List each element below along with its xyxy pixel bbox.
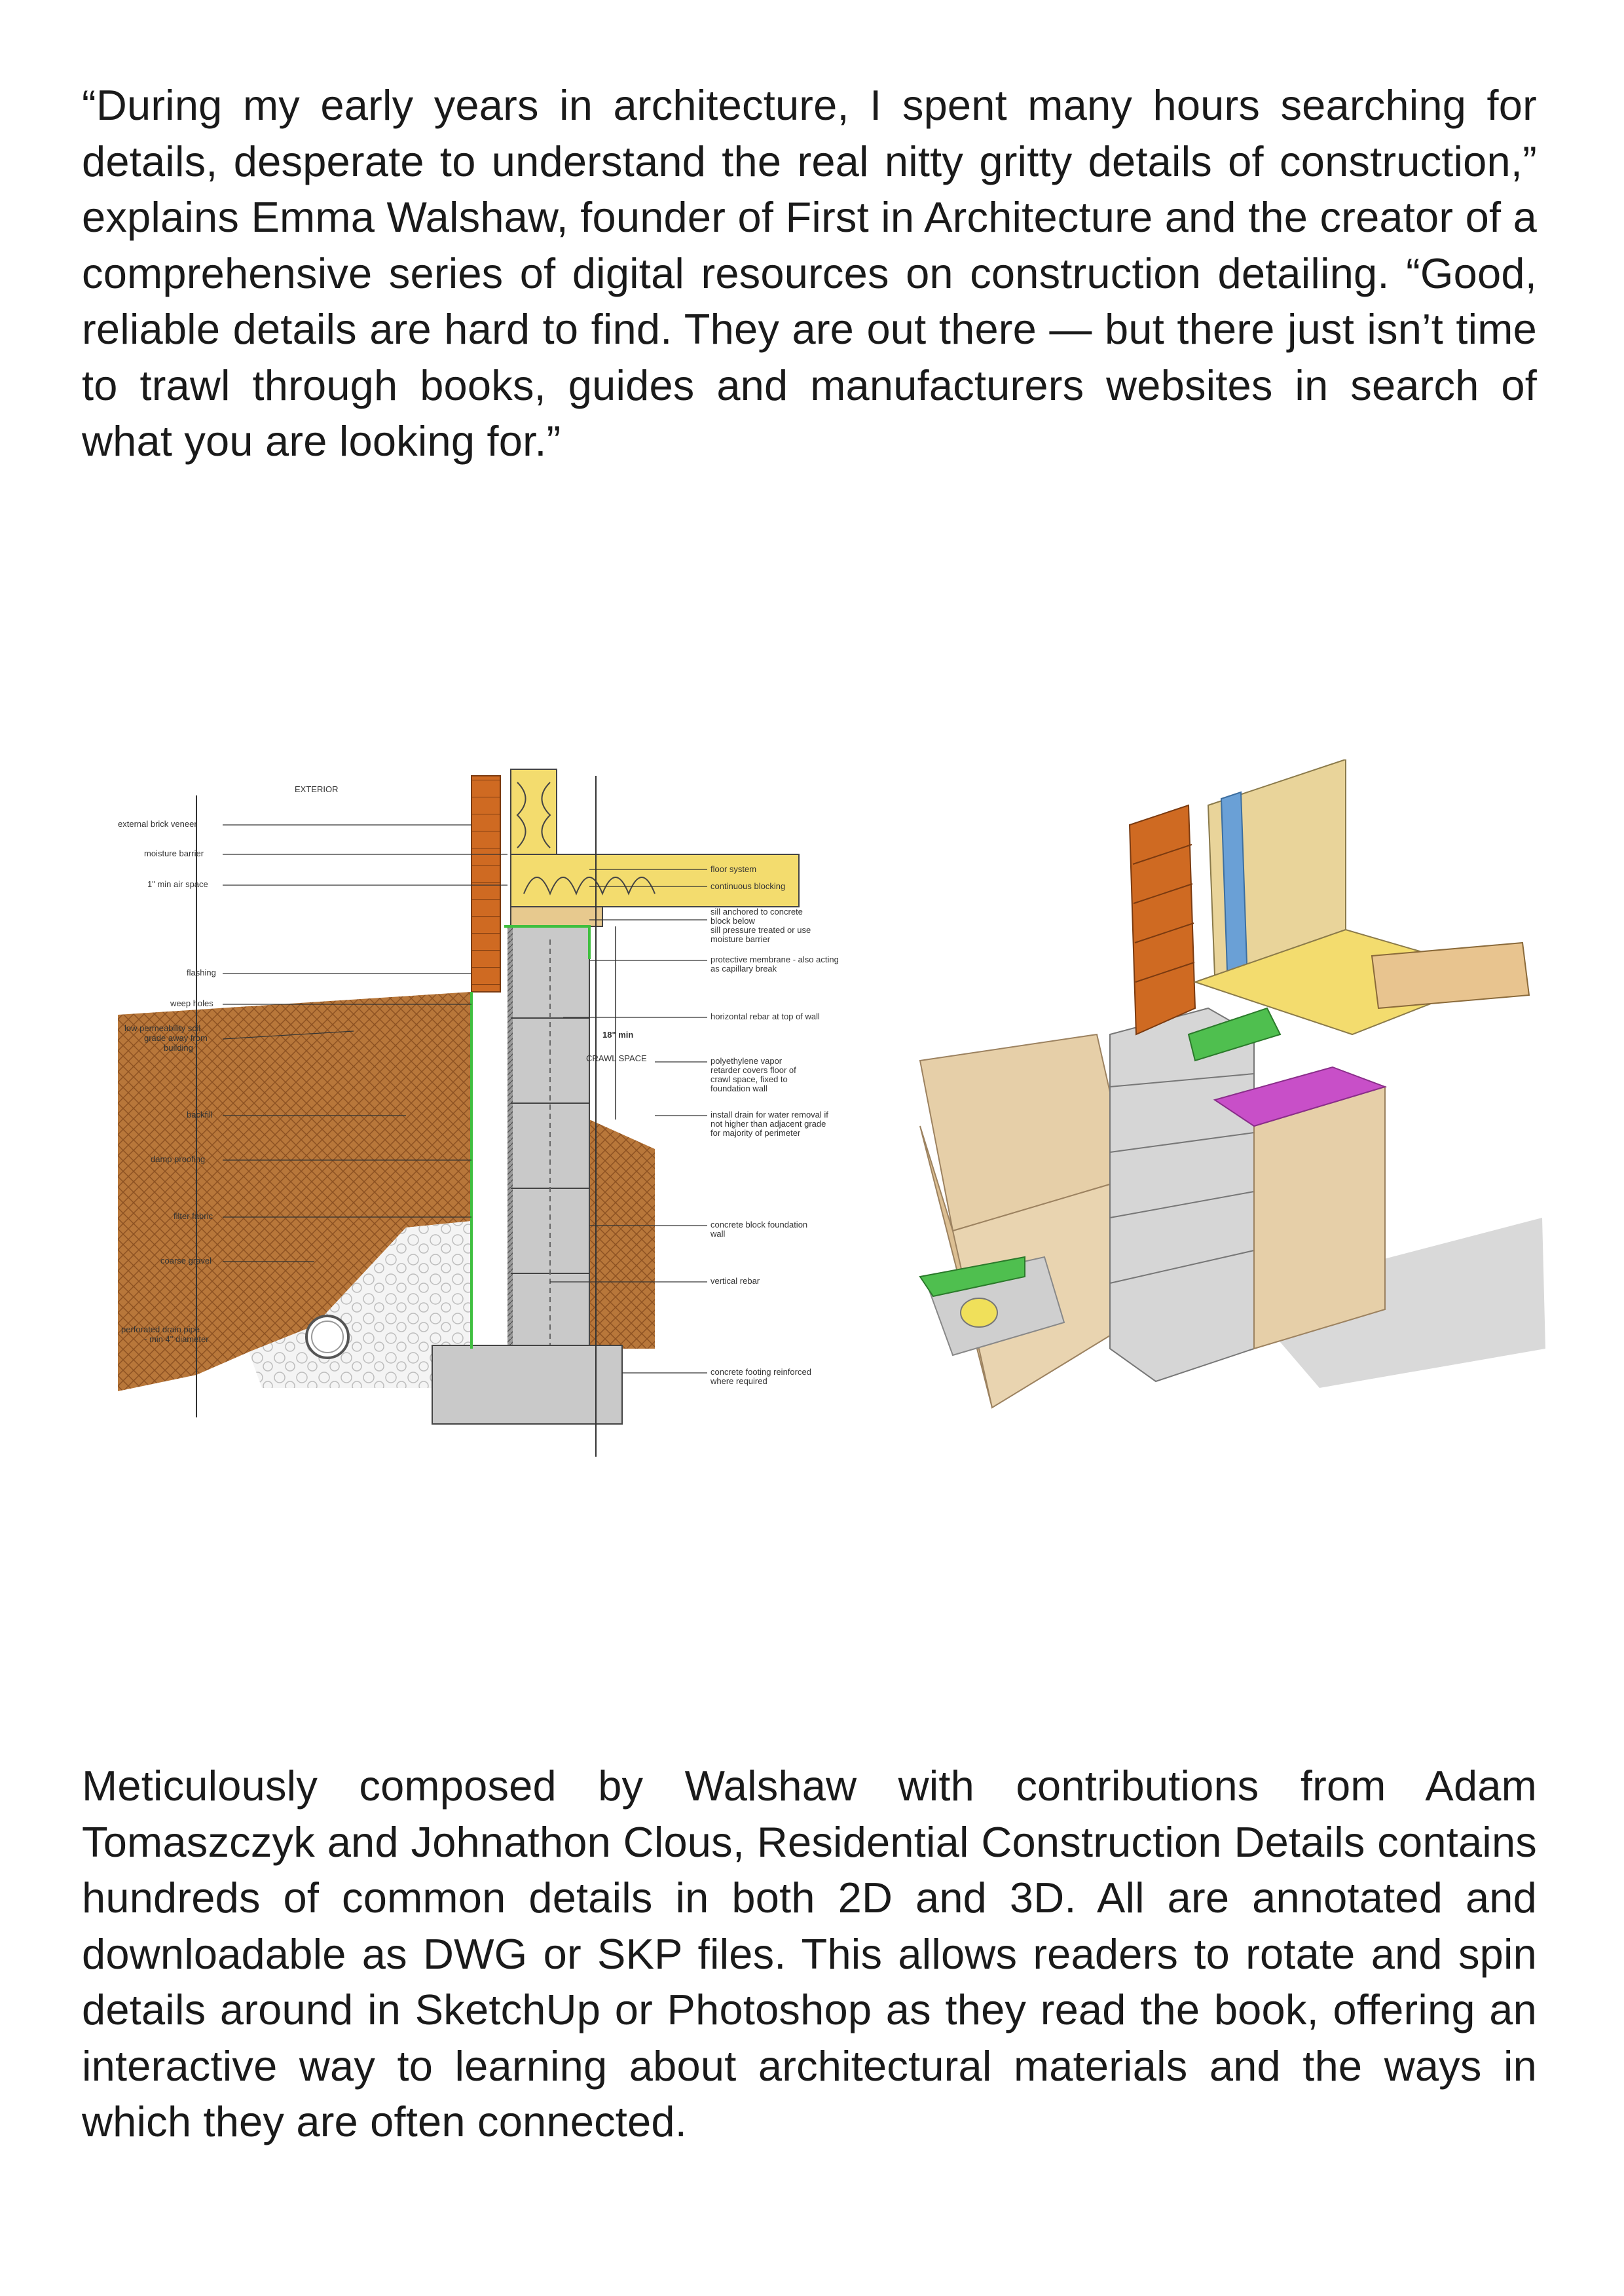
- label-vapor-2: retarder covers floor of: [710, 1065, 796, 1075]
- label-damp: damp proofing: [151, 1154, 206, 1164]
- label-footing-2: where required: [710, 1376, 767, 1386]
- section-detail-3d-figure: [913, 759, 1549, 1437]
- outro-paragraph: Meticulously composed by Walshaw with contributions from Adam Tomaszczyk and Johnathon Clous, Residential Construction Details contains hundreds of common details in both 2D and 3D. All are annotated and downloadable as DWG or SKP files. This allows readers to rotate and spin details around in SketchUp or Photoshop as they read the book, offering an interactive way to learning about architectural materials and the ways in which they are often connected.: [82, 1762, 1537, 2145]
- label-footing-1: concrete footing reinforced: [710, 1367, 811, 1377]
- label-exterior: EXTERIOR: [295, 784, 339, 794]
- label-membrane-2: as capillary break: [710, 964, 777, 974]
- label-air-space: 1" min air space: [147, 879, 208, 889]
- label-block-2: wall: [710, 1229, 726, 1239]
- label-drain-2: not higher than adjacent grade: [710, 1119, 826, 1129]
- drain-pipe-3d: [961, 1298, 997, 1327]
- label-flashing: flashing: [187, 968, 216, 977]
- label-drain-1: install drain for water removal if: [710, 1110, 828, 1120]
- label-dimension: 18" min: [602, 1030, 634, 1040]
- brick-veneer: [471, 776, 500, 992]
- label-brick: external brick veneer: [118, 819, 197, 829]
- label-pipe-2: - min 4" diameter: [144, 1334, 209, 1344]
- label-vapor-1: polyethylene vapor: [710, 1056, 783, 1066]
- interior-soil: [589, 1120, 655, 1349]
- label-filter: filter fabric: [174, 1211, 213, 1221]
- label-crawl-space: CRAWL SPACE: [586, 1053, 647, 1063]
- label-sill-1: sill anchored to concrete: [710, 907, 803, 917]
- label-vapor-4: foundation wall: [710, 1084, 767, 1093]
- drain-pipe: [306, 1316, 348, 1358]
- label-drain-3: for majority of perimeter: [710, 1128, 801, 1138]
- section-drawing: [118, 763, 877, 1460]
- label-soil-2: grade away from: [144, 1033, 208, 1043]
- label-pipe-1: perforated drain pipe: [121, 1324, 200, 1334]
- label-weep: weep holes: [170, 998, 213, 1008]
- interior-soil-3d: [1254, 1087, 1385, 1349]
- intro-paragraph: “During my early years in architecture, I spent many hours searching for details, desperate to understand the real nitty gritty details of construction,” explains Emma Walshaw, founder of First in Architecture and the creator of a comprehensive series of digital resources on construction detailing. “Good, reliable details are hard to find. They are out there — but there just isn’t time to trawl through books, guides and manufacturers websites in search of what you are looking for.”: [82, 81, 1537, 465]
- label-moisture: moisture barrier: [144, 848, 204, 858]
- label-sill-3: sill pressure treated or use: [710, 925, 811, 935]
- label-membrane-1: protective membrane - also acting: [710, 955, 839, 964]
- label-floor: floor system: [710, 864, 757, 874]
- label-blocking: continuous blocking: [710, 881, 786, 891]
- label-block-1: concrete block foundation: [710, 1220, 808, 1230]
- label-vertical-rebar: vertical rebar: [710, 1276, 760, 1286]
- label-vapor-3: crawl space, fixed to: [710, 1074, 788, 1084]
- section-detail-2d-figure: [118, 763, 877, 1460]
- label-soil-3: building: [164, 1043, 193, 1053]
- floor-system: [511, 854, 799, 907]
- brick-veneer-3d: [1130, 805, 1195, 1034]
- label-soil-1: low permeability soil: [124, 1023, 201, 1033]
- label-rebar-top: horizontal rebar at top of wall: [710, 1011, 820, 1021]
- label-sill-4: moisture barrier: [710, 934, 771, 944]
- concrete-footing: [432, 1345, 622, 1424]
- sill-plate: [511, 907, 602, 926]
- section-3d-drawing: [913, 759, 1549, 1437]
- label-sill-2: block below: [710, 916, 755, 926]
- label-gravel: coarse gravel: [160, 1256, 212, 1266]
- label-backfill: backfill: [187, 1110, 213, 1120]
